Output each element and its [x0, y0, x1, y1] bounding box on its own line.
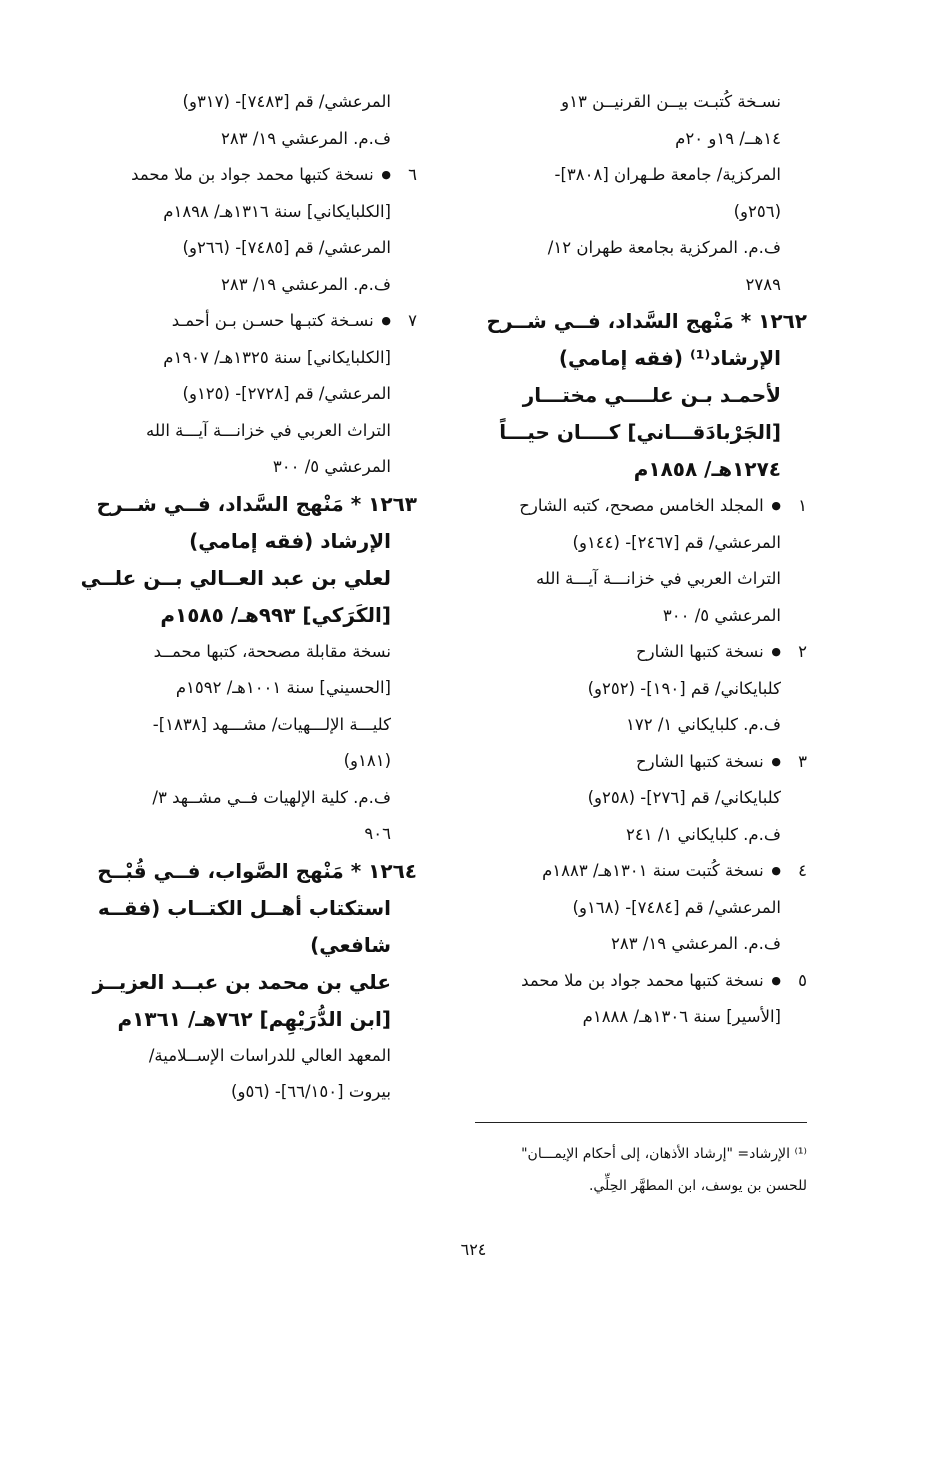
text-line: كليـــة الإلـــهيات/ مشـــهد [١٨٣٨]-	[152, 714, 391, 734]
footnote-line-2: للحسن بن يوسف، ابن المطهَّر الحِلِّي.	[588, 1178, 807, 1194]
bullet-icon: ●	[771, 645, 781, 658]
entry-heading-line: ١٢٦٣ * مَنْهج السَّداد، فــي شــرح	[96, 491, 417, 516]
item-text: المجلد الخامس مصحح، كتبه الشارح	[519, 496, 764, 515]
item-number: ٤	[798, 861, 807, 880]
text-line: نسـخة كُتبـت بيــن القرنيــن ١٣و	[561, 92, 781, 111]
text-line: التراث العربي في خزانـــة آيـــة الله	[536, 569, 781, 588]
item-number: ٧	[408, 311, 417, 330]
text-line: كلبايكاني/ قم [١٩٠]- (٢٥٢و)	[587, 678, 781, 698]
text-line: (٢٥٦و)	[733, 201, 781, 221]
bullet-icon: ●	[771, 864, 781, 877]
bullet-icon: ●	[771, 499, 781, 512]
text-line: المرعشي/ قم [٢٤٦٧]- (١٤٤و)	[572, 532, 781, 552]
text-line: ف.م. كلية الإلهيات فــي مشــهد ٣/	[152, 787, 391, 807]
left-column	[80, 84, 417, 1111]
footnote-divider	[475, 1122, 807, 1123]
text-line: نسخة مقابلة مصححة، كتبها محمــد	[153, 641, 391, 661]
manuscript-item	[117, 157, 417, 194]
bullet-icon: ●	[771, 754, 781, 768]
text-line: ف.م. كلبايكاني ١/ ٢٤١	[626, 824, 781, 844]
text-line: المرعشي/ قم [٧٤٨٣]- (٣١٧و)	[182, 92, 391, 111]
text-line: ٩٠٦	[364, 824, 391, 843]
footnote	[467, 1138, 807, 1202]
text-line: بيروت [٦٦/١٥٠]- (٥٦و)	[231, 1082, 391, 1101]
entry-heading-line: علي بن محمد بن عبــد العزيــز	[92, 969, 391, 994]
manuscript-item	[467, 634, 807, 671]
item-text: نسخة كتبها الشارح	[636, 751, 764, 771]
text-line: ف.م. المرعشي ١٩/ ٢٨٣	[220, 274, 391, 294]
entry-heading-line: لعلي بن عبد العــالي بــن علــي	[80, 565, 391, 590]
entry-heading-line: الإرشاد (فقه إمامي)	[189, 528, 391, 553]
text-line: المرعشي/ قم [٢٧٢٨]- (١٢٥و)	[182, 384, 391, 403]
bullet-icon: ●	[381, 314, 391, 327]
text-line: ف.م. المرعشي ١٩/ ٢٨٣	[220, 128, 391, 148]
entry-heading-line: [الكَرَكي] ٩٩٣هـ/ ١٥٨٥م	[160, 602, 391, 627]
text-line: المرعشي/ قم [٧٤٨٥]- (٢٦٦و)	[182, 238, 391, 257]
manuscript-item	[467, 744, 807, 781]
entry-heading-line: ١٢٧٤هـ/ ١٨٥٨م	[633, 457, 781, 481]
text-line: المرعشي ٥/ ٣٠٠	[272, 457, 391, 476]
text-line: ف.م. كلبايكاني ١/ ١٧٢	[626, 715, 781, 734]
item-text: نسخة كتبها محمد جواد بن ملا محمد	[521, 970, 764, 990]
text-line: التراث العربي في خزانـــة آيـــة الله	[146, 420, 391, 440]
item-text: نسـخة كتبـها حسـن بـن أحمـد	[171, 311, 374, 330]
text-line: ٢٧٨٩	[745, 274, 781, 294]
text-line: [الكلبايكاني] سنة ١٣٢٥هـ/ ١٩٠٧م	[163, 347, 391, 367]
right-column	[467, 84, 807, 1036]
item-text: نسخة كُتبت سنة ١٣٠١هـ/ ١٨٨٣م	[542, 861, 764, 880]
manuscript-item	[117, 303, 417, 340]
text-line: [الكلبايكاني] سنة ١٣١٦هـ/ ١٨٩٨م	[163, 201, 391, 221]
entry-heading-line: الإرشاد⁽¹⁾ (فقه إمامي)	[558, 346, 781, 370]
entry-heading-line: [ابن الدُّرَيْهِم] ٧٦٢هـ/ ١٣٦١م	[117, 1006, 391, 1031]
manuscript-item	[467, 853, 807, 890]
text-line: المرعشي ٥/ ٣٠٠	[662, 605, 781, 625]
item-number: ١	[798, 496, 807, 515]
entry-heading-line: استكتاب أهــل الكتــاب (فقــه	[97, 895, 391, 920]
entry-heading-line: لأحمـد بـن علــــي مختـــار	[522, 383, 781, 407]
text-line: المرعشي/ قم [٧٤٨٤]- (١٦٨و)	[572, 897, 781, 917]
item-text: نسخة كتبها محمد جواد بن ملا محمد	[131, 165, 374, 184]
entry-heading-line: شافعي)	[310, 932, 391, 957]
text-line: ١٤هــ/ ١٩و ٢٠م	[675, 128, 781, 148]
manuscript-item	[467, 488, 807, 525]
text-line: [الحسيني] سنة ١٠٠١هـ/ ١٥٩٢م	[175, 678, 391, 697]
item-number: ٣	[798, 751, 807, 771]
entry-heading-line: ١٢٦٢ * مَنْهج السَّداد، فــي شــرح	[486, 309, 807, 333]
text-line: كلبايكاني/ قم [٢٧٦]- (٢٥٨و)	[587, 788, 781, 807]
page-number: ٦٢٤	[460, 1240, 487, 1259]
text-line: المركزية/ جامعة طـهران [٣٨٠٨]-	[554, 165, 781, 184]
text-line: [الأسير] سنة ١٣٠٦هـ/ ١٨٨٨م	[582, 1007, 781, 1026]
bullet-icon: ●	[381, 168, 391, 181]
manuscript-item	[467, 963, 807, 1000]
text-line: ف.م. المركزية بجامعة طهران ١٢/	[547, 238, 781, 257]
footnote-line-1: ⁽¹⁾ الإرشاد= "إرشاد الأذهان، إلى أحكام الإيمـــان"	[521, 1146, 807, 1162]
item-number: ٦	[408, 165, 417, 184]
entry-heading-line: [الجَرْبادَقـــاني] كــــان حيـــاً	[499, 420, 781, 444]
bullet-icon: ●	[771, 973, 781, 987]
text-line: ف.م. المرعشي ١٩/ ٢٨٣	[610, 934, 781, 953]
item-number: ٥	[798, 970, 807, 990]
text-line: المعهد العالي للدراسات الإســلامية/	[148, 1045, 391, 1065]
text-line: (١٨١و)	[343, 751, 391, 770]
item-text: نسخة كتبها الشارح	[636, 642, 764, 661]
item-number: ٢	[798, 642, 807, 661]
entry-heading-line: ١٢٦٤ * مَنْهج الصَّواب، فــي قُبْــح	[97, 858, 417, 883]
